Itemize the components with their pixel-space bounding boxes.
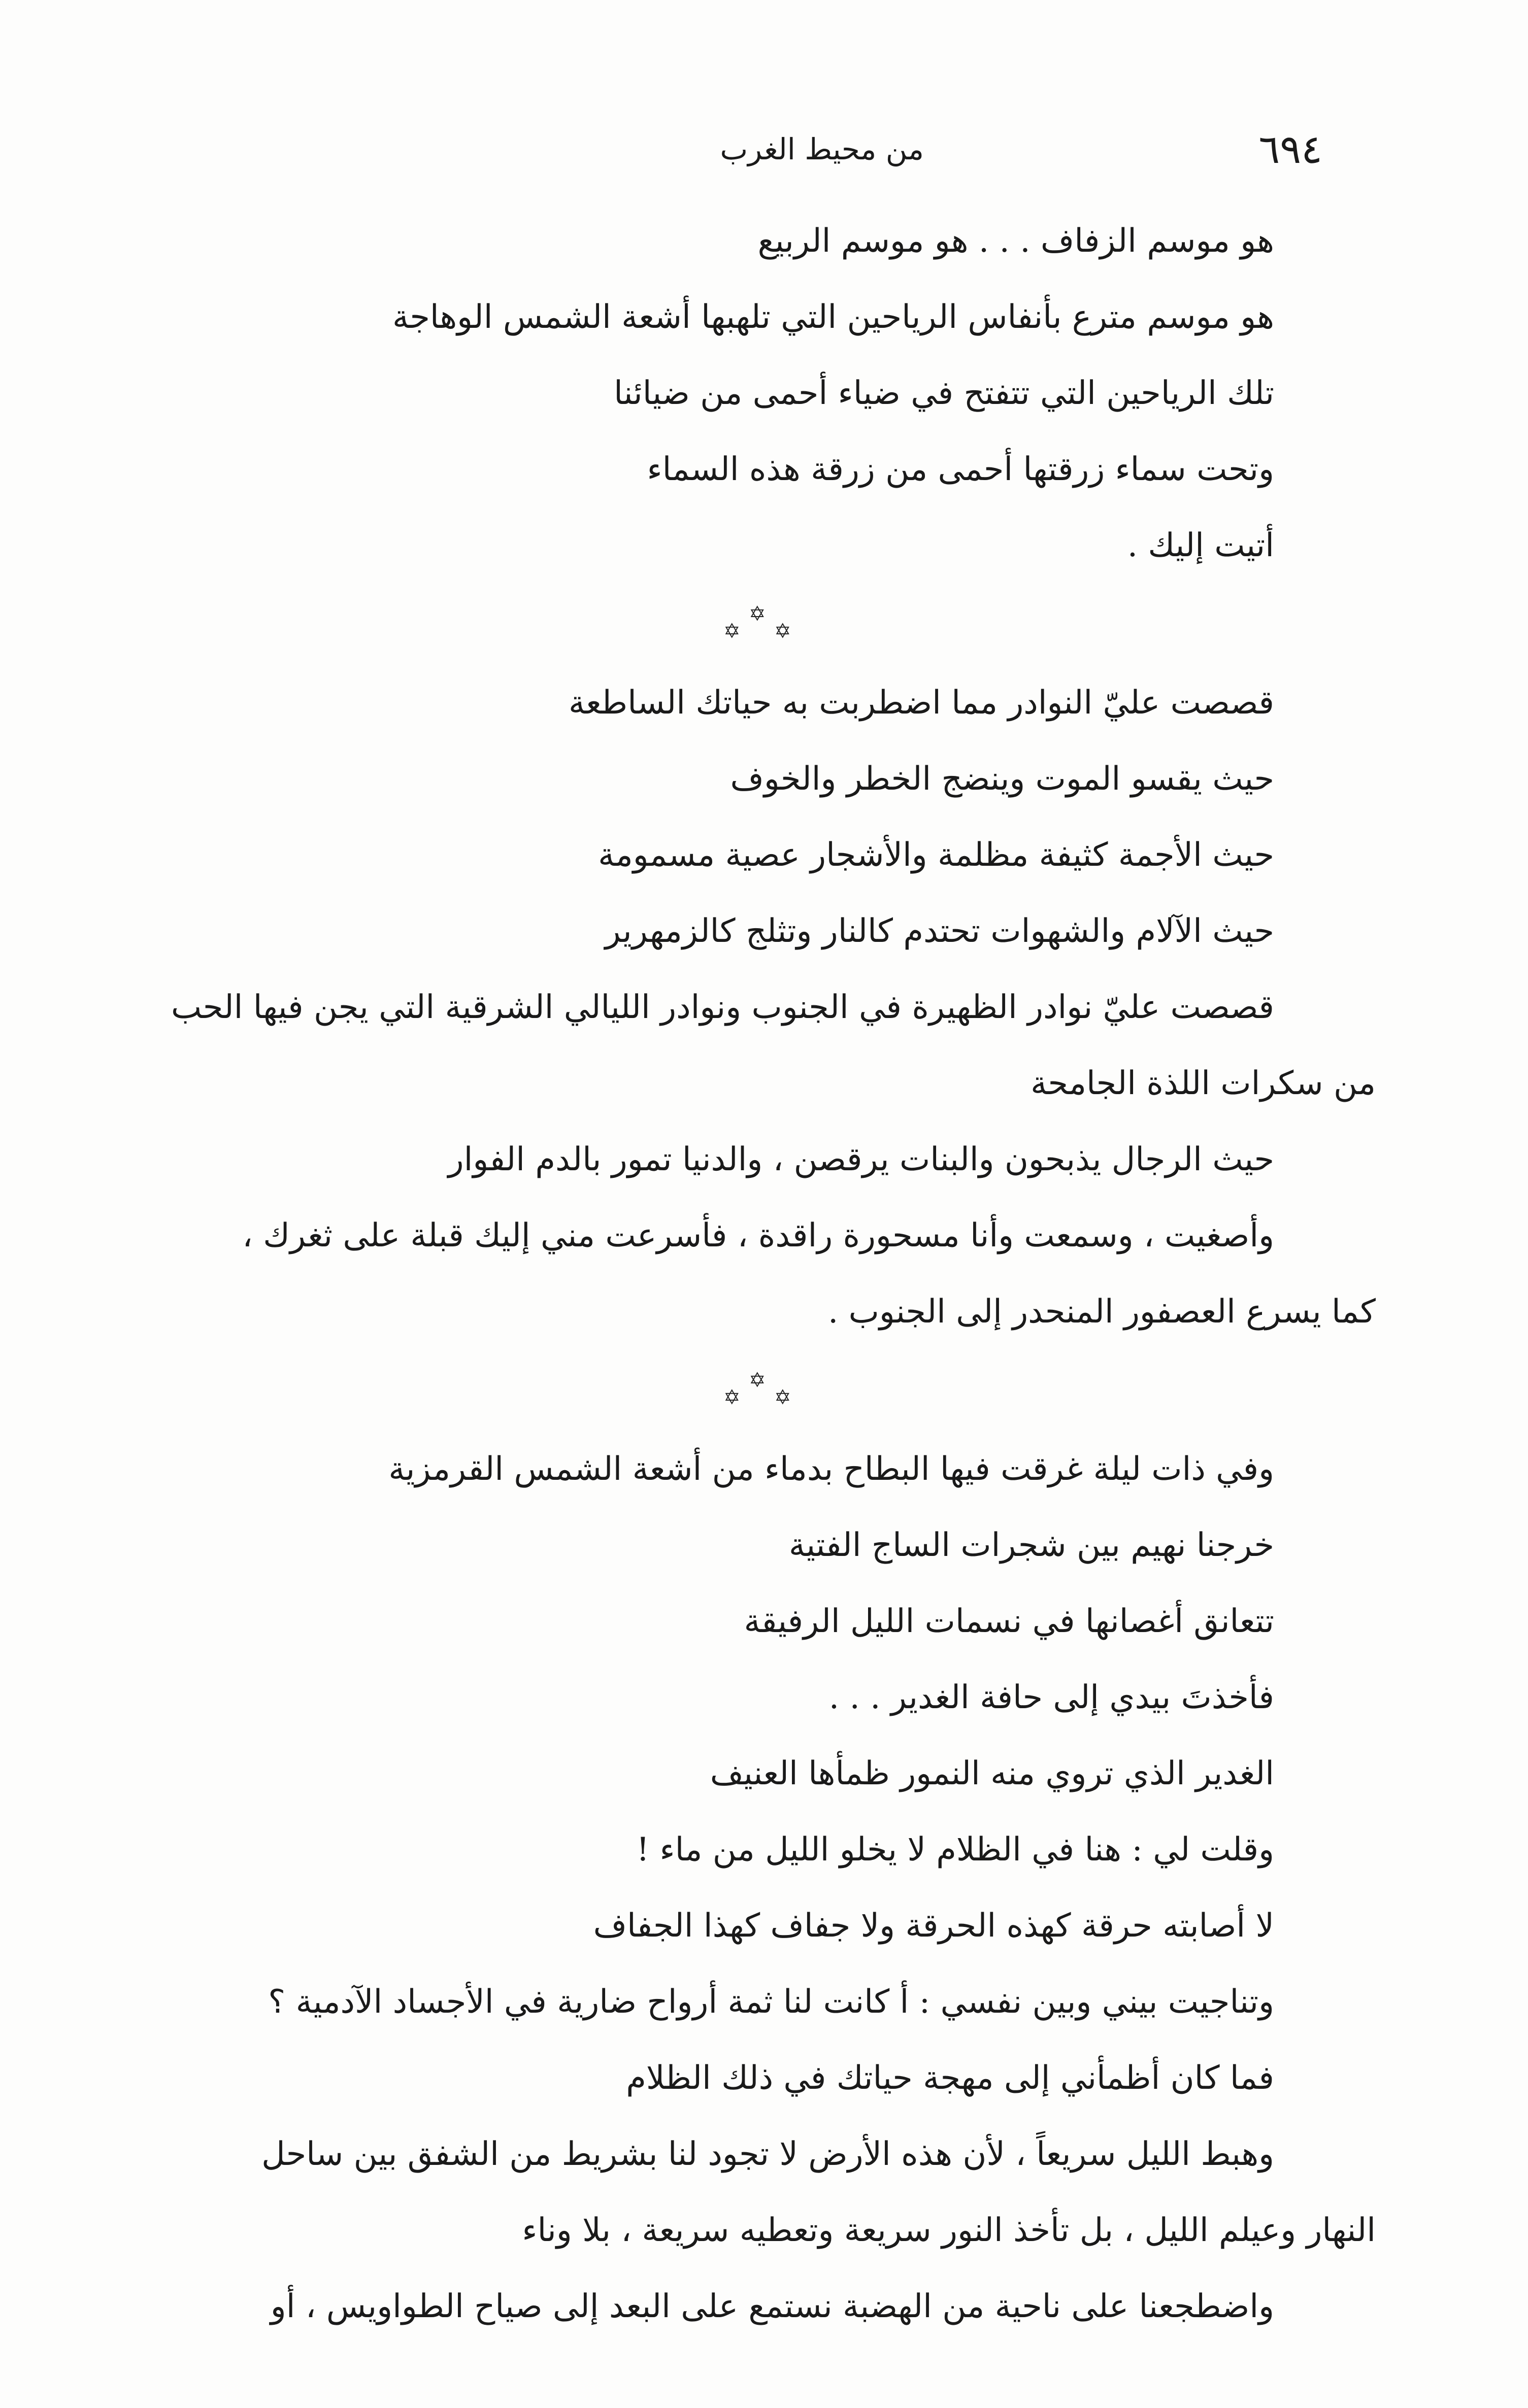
text-line: قصصت عليّ نوادر الظهيرة في الجنوب ونوادر الليالي الشرقية التي يجن فيها الحب	[171, 989, 1274, 1026]
text-line: هو موسم الزفاف . . . هو موسم الربيع	[757, 222, 1274, 260]
text-line: فأخذتَ بيدي إلى حافة الغدير . . .	[828, 1679, 1274, 1716]
text-line: حيث الأجمة كثيفة مظلمة والأشجار عصية مسمومة	[598, 836, 1274, 874]
text-line: تلك الرياحين التي تتفتح في ضياء أحمى من ضيائنا	[614, 375, 1274, 412]
text-line: وهبط الليل سريعاً ، لأن هذه الأرض لا تجود لنا بشريط من الشفق بين ساحل	[261, 2135, 1274, 2173]
star-icon: ✡	[774, 1386, 791, 1409]
star-icon: ✡	[749, 1369, 766, 1392]
section-divider	[152, 584, 1366, 665]
three-stars-ornament-icon	[723, 1370, 794, 1411]
text-line: من سكرات اللذة الجامحة	[1031, 1065, 1376, 1102]
page-header	[0, 127, 1528, 178]
text-line: واضطجعنا على ناحية من الهضبة نستمع على البعد إلى صياح الطواويس ، أو	[270, 2288, 1274, 2325]
running-title: من محيط الغرب	[720, 132, 924, 166]
text-line: الغدير الذي تروي منه النمور ظمأها العنيف	[710, 1755, 1274, 1792]
text-line: وأصغيت ، وسمعت وأنا مسحورة راقدة ، فأسرعت مني إليك قبلة على ثغرك ،	[242, 1217, 1274, 1254]
star-icon: ✡	[723, 620, 741, 643]
star-icon: ✡	[749, 602, 766, 626]
text-line: وفي ذات ليلة غرقت فيها البطاح بدماء من أشعة الشمس القرمزية	[388, 1450, 1274, 1488]
text-line: النهار وعيلم الليل ، بل تأخذ النور سريعة وتعطيه سريعة ، بلا وناء	[522, 2212, 1376, 2249]
poem-body	[152, 203, 1376, 2345]
text-line: حيث يقسو الموت وينضج الخطر والخوف	[730, 760, 1274, 798]
three-stars-ornament-icon	[723, 604, 794, 645]
text-line: أتيت إليك .	[1127, 527, 1274, 564]
text-line: لا أصابته حرقة كهذه الحرقة ولا جفاف كهذا الجفاف	[593, 1907, 1274, 1945]
text-line: وقلت لي : هنا في الظلام لا يخلو الليل من ماء !	[636, 1831, 1274, 1869]
text-line: هو موسم مترع بأنفاس الرياحين التي تلهبها أشعة الشمس الوهاجة	[392, 298, 1274, 336]
text-line: قصصت عليّ النوادر مما اضطربت به حياتك الساطعة	[568, 684, 1274, 722]
text-line: وتحت سماء زرقتها أحمى من زرقة هذه السماء	[647, 451, 1274, 488]
star-icon: ✡	[723, 1386, 741, 1409]
text-line: خرجنا نهيم بين شجرات الساج الفتية	[788, 1527, 1274, 1564]
text-line: حيث الآلام والشهوات تحتدم كالنار وتثلج كالزمهرير	[605, 912, 1274, 950]
text-line: كما يسرع العصفور المنحدر إلى الجنوب .	[827, 1293, 1376, 1331]
section-divider	[152, 1350, 1366, 1431]
text-line: وتناجيت بيني وبين نفسي : أ كانت لنا ثمة أرواح ضارية في الأجساد الآدمية ؟	[268, 1983, 1274, 2021]
star-icon: ✡	[774, 620, 791, 643]
page-number: ٦٩٤	[1258, 127, 1322, 173]
text-line: فما كان أظمأني إلى مهجة حياتك في ذلك الظلام	[626, 2059, 1274, 2097]
text-line: حيث الرجال يذبحون والبنات يرقصن ، والدنيا تمور بالدم الفوار	[448, 1141, 1274, 1178]
text-line: تتعانق أغصانها في نسمات الليل الرفيقة	[744, 1603, 1274, 1640]
